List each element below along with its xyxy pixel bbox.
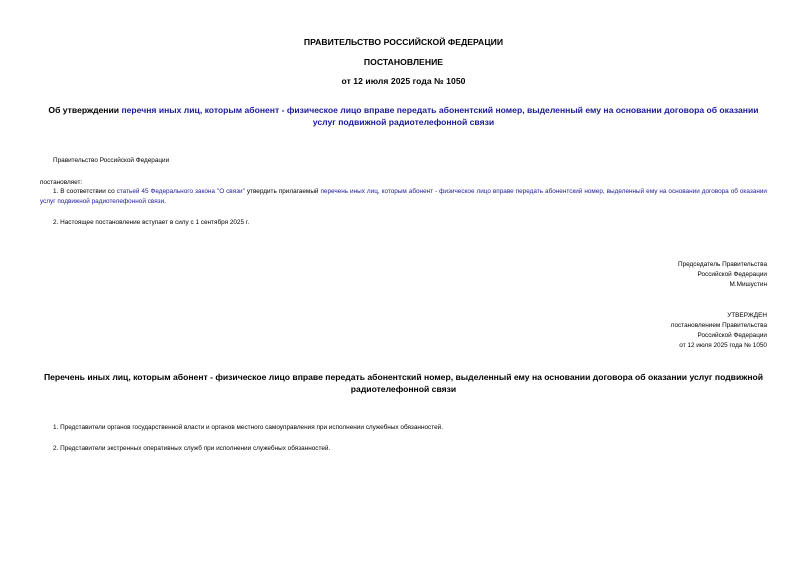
- approval-line-3: Российской Федерации: [697, 332, 767, 339]
- paragraph-1: [40, 187, 767, 206]
- intro-text: Правительство Российской Федерации: [53, 157, 170, 164]
- decree-title: [40, 104, 767, 128]
- doc-type-heading: ПОСТАНОВЛЕНИЕ: [363, 57, 444, 67]
- list-item: 1. Представители органов государственной власти и органов местного самоуправления при исполнении служебных обязанностей.: [53, 424, 443, 431]
- list-item: 2. Представители экстренных оперативных служб при исполнении служебных обязанностей.: [53, 445, 331, 452]
- para1-start: 1. В соответствии со: [53, 188, 117, 195]
- approval-line-2: постановлением Правительства: [671, 322, 767, 329]
- signature-title: Председатель Правительства: [678, 261, 767, 268]
- approval-line-4: от 12 июля 2025 года № 1050: [679, 342, 767, 349]
- title-prefix: Об утверждении: [48, 105, 122, 115]
- approved-list-link[interactable]: перечень иных лиц, которым абонент - физическое лицо вправе передать абонентский номер, выделенный ему на основании договора об оказании услуг подвижной радиотелефонной связи: [40, 188, 767, 205]
- paragraph-2: 2. Настоящее постановление вступает в силу с 1 сентября 2025 г.: [53, 219, 250, 226]
- signature-name: М.Мишустин: [729, 281, 767, 288]
- title-link[interactable]: перечня иных лиц, которым абонент - физическое лицо вправе передать абонентский номер, выделенный ему на основании договора об оказании услуг подвижной радиотелефонной связи: [121, 105, 759, 127]
- list-title: Перечень иных лиц, которым абонент - физическое лицо вправе передать абонентский номер, выделенный ему на основании договора об оказании услуг подвижной радиотелефонной связи: [43, 372, 764, 394]
- government-heading: ПРАВИТЕЛЬСТВО РОССИЙСКОЙ ФЕДЕРАЦИИ: [303, 37, 504, 47]
- signature-org: Российской Федерации: [697, 271, 767, 278]
- date-number-heading: от 12 июля 2025 года № 1050: [341, 76, 466, 86]
- para1-mid: утвердить прилагаемый: [244, 188, 321, 195]
- law-article-link[interactable]: статьей 45 Федерального закона "О связи": [116, 188, 245, 195]
- para1-end: .: [164, 197, 166, 205]
- decree-word: постановляет:: [40, 179, 83, 186]
- approval-line-1: УТВЕРЖДЕН: [727, 312, 767, 319]
